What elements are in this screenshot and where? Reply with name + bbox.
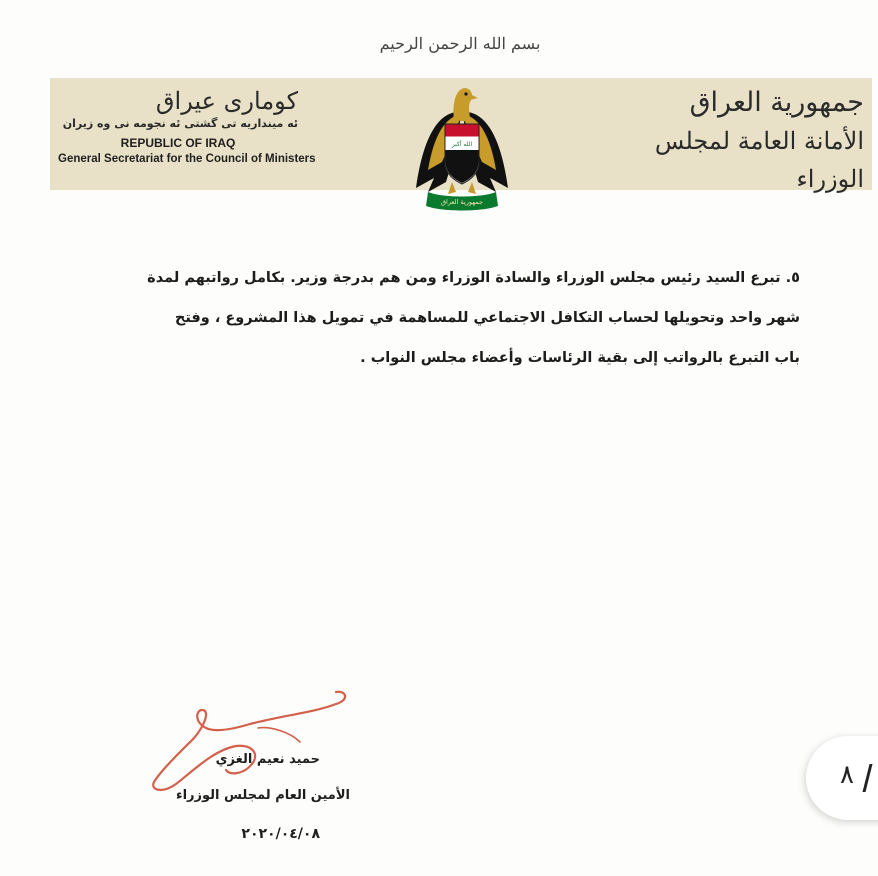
basmala: بسم الله الرحمن الرحيم — [379, 34, 541, 53]
handwritten-signature — [140, 688, 370, 798]
arabic-institution-name: الأمانة العامة لمجلس الوزراء — [654, 127, 864, 193]
letterhead-right-block — [628, 84, 864, 198]
emblem-shahada: الله أكبر — [451, 141, 473, 148]
emblem-scroll-text: جمهورية العراق — [441, 198, 483, 206]
decision-paragraph — [110, 258, 800, 378]
page-number: ٨ — [840, 760, 854, 790]
letterhead-left-block — [58, 86, 316, 165]
english-institution-name: General Secretariat for the Council of Ministers — [58, 153, 316, 165]
document-date: ٢٠٢٠/٠٤/٠٨ — [241, 826, 320, 842]
paragraph-line: باب التبرع بالرواتب إلى بقية الرئاسات وأعضاء مجلس النواب . — [360, 350, 800, 366]
arabic-country-name: جمهورية العراق — [689, 87, 864, 118]
signatory-title: الأمين العام لمجلس الوزراء — [175, 788, 350, 803]
paragraph-line: ٥. تبرع السيد رئيس مجلس الوزراء والسادة الوزراء ومن هم بدرجة وزير. بكامل رواتبهم لمدة — [147, 270, 800, 286]
kurdish-title: كوماری عیراق — [155, 87, 298, 115]
iraq-eagle-emblem-icon — [412, 80, 512, 220]
kurdish-subtitle: ئه مینداریه تی گشتی ئه نجومه نی وه زیران — [62, 117, 298, 130]
paragraph-line: شهر واحد وتحويلها لحساب التكافل الاجتماعي للمساهمة في تمويل هذا المشروع ، وفتح — [174, 310, 800, 326]
english-country-name: REPUBLIC OF IRAQ — [120, 136, 236, 150]
signatory-name: حميد نعيم الغزي — [215, 752, 320, 767]
